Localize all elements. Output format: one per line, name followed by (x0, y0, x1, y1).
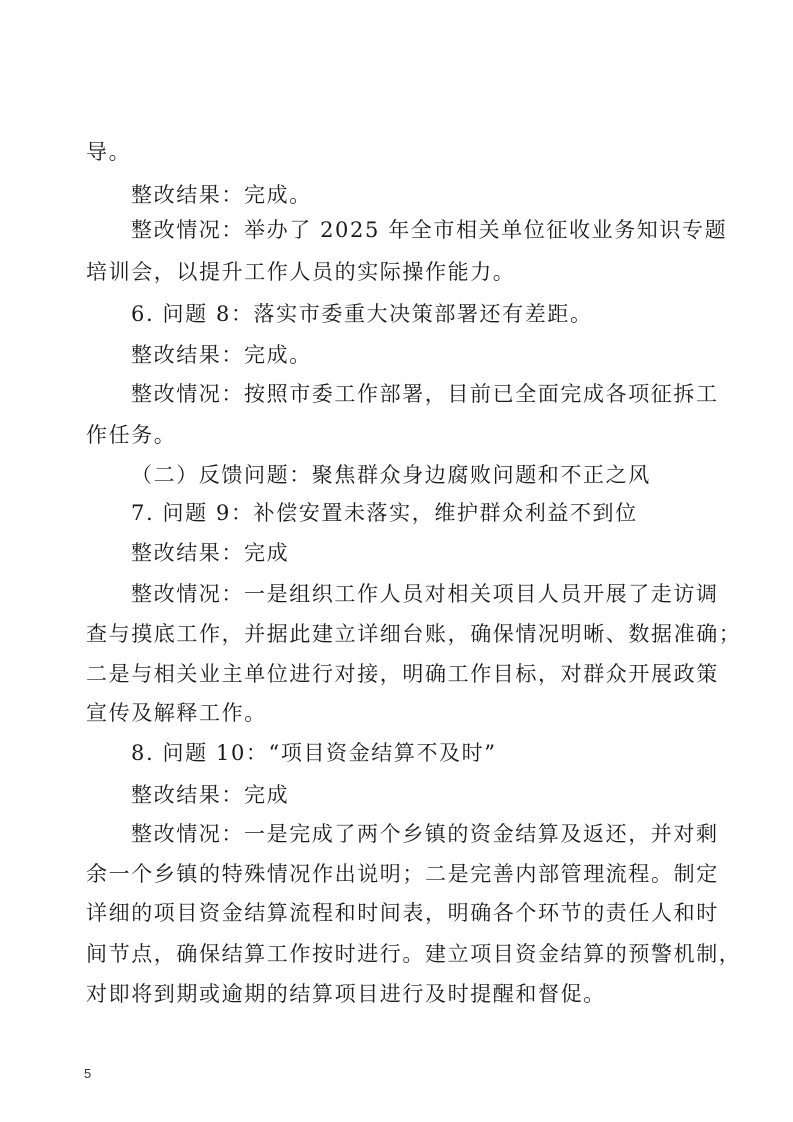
text-line-14: 二是与相关业主单位进行对接，明确工作目标，对群众开展政策 (86, 662, 719, 686)
text-line-13: 查与摸底工作，并据此建立详细台账，确保情况明晰、数据准确； (86, 622, 742, 646)
text-line-15: 宣传及解释工作。 (86, 701, 267, 725)
text-line-6: 整改结果：完成。 (131, 343, 312, 367)
text-line-18: 整改情况：一是完成了两个乡镇的资金结算及返还，并对剩 (131, 822, 719, 846)
text-line-22: 对即将到期或逾期的结算项目进行及时提醒和督促。 (86, 982, 606, 1006)
text-line-17: 整改结果：完成 (131, 783, 290, 807)
text-line-8: 作任务。 (86, 423, 177, 447)
text-line-2: 整改结果：完成。 (131, 183, 312, 207)
text-line-16: 8. 问题 10：“项目资金结算不及时” (131, 741, 497, 765)
text-line-4: 培训会，以提升工作人员的实际操作能力。 (86, 260, 516, 284)
text-line-3: 整改情况：举办了 2025 年全市相关单位征收业务知识专题 (131, 218, 728, 242)
text-line-12: 整改情况：一是组织工作人员对相关项目人员开展了走访调 (131, 582, 719, 606)
text-line-19: 余一个乡镇的特殊情况作出说明；二是完善内部管理流程。制定 (86, 862, 719, 886)
text-line-10: 7. 问题 9：补偿安置未落实，维护群众利益不到位 (131, 501, 638, 525)
page-number: 5 (84, 1066, 92, 1081)
text-line-7: 整改情况：按照市委工作部署，目前已全面完成各项征拆工 (131, 382, 719, 406)
section-heading: （二）反馈问题：聚焦群众身边腐败问题和不正之风 (131, 463, 651, 487)
text-line-11: 整改结果：完成 (131, 541, 290, 565)
text-line-21: 间节点，确保结算工作按时进行。建立项目资金结算的预警机制， (86, 942, 742, 966)
text-line-1: 导。 (86, 140, 132, 164)
text-line-5: 6. 问题 8：落实市委重大决策部署还有差距。 (131, 302, 593, 326)
text-line-20: 详细的项目资金结算流程和时间表，明确各个环节的责任人和时 (86, 901, 719, 925)
